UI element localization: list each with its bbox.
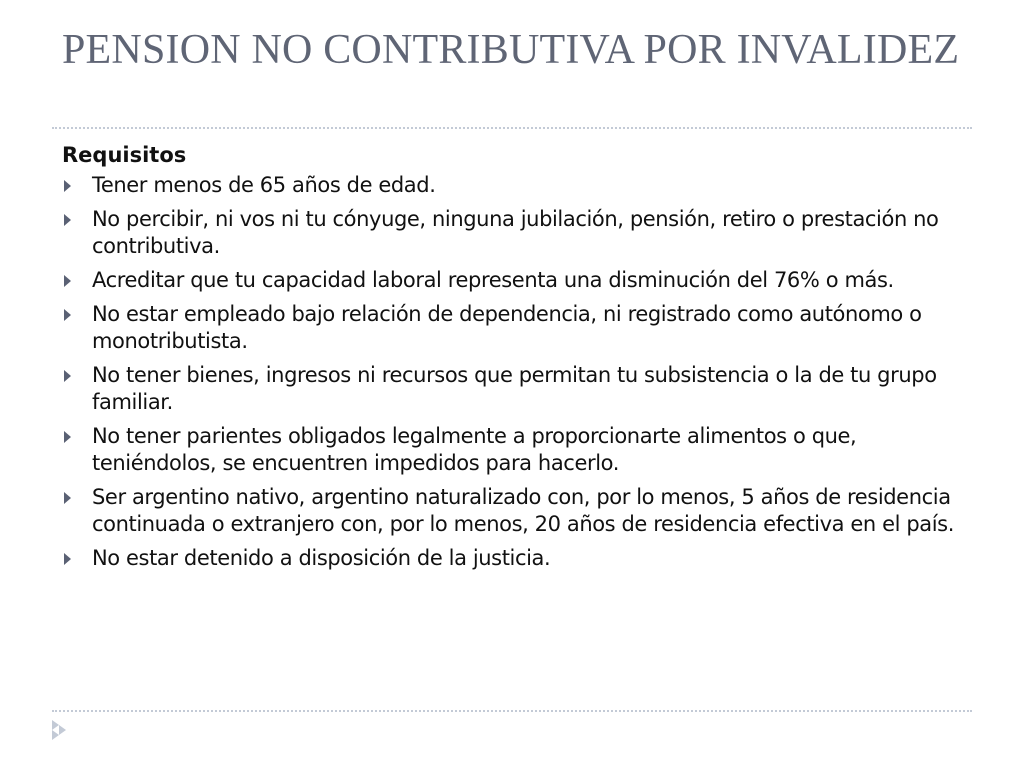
triangle-right-icon <box>64 180 71 192</box>
list-item <box>62 301 982 355</box>
double-chevron-right-icon <box>52 720 66 740</box>
triangle-right-icon <box>64 275 71 287</box>
title-divider <box>52 127 972 129</box>
triangle-right-icon <box>64 553 71 565</box>
triangle-right-icon <box>64 492 71 504</box>
list-item-text: No estar empleado bajo relación de dependencia, ni registrado como autónomo o monotributista. <box>92 302 922 353</box>
list-item <box>62 267 982 294</box>
list-item-text: No tener parientes obligados legalmente a proporcionarte alimentos o que, teniéndolos, se encuentren impedidos para hacerlo. <box>92 424 857 475</box>
list-item-text: Tener menos de 65 años de edad. <box>92 173 436 197</box>
list-item-text: No estar detenido a disposición de la justicia. <box>92 546 551 570</box>
list-item <box>62 172 982 199</box>
list-item-text: No percibir, ni vos ni tu cónyuge, ninguna jubilación, pensión, retiro o prestación no contributiva. <box>92 207 939 258</box>
triangle-right-icon <box>64 214 71 226</box>
footer-divider <box>52 710 972 712</box>
triangle-right-icon <box>64 370 71 382</box>
slide-content <box>62 140 982 579</box>
slide-title: PENSION NO CONTRIBUTIVA POR INVALIDEZ <box>62 27 960 73</box>
requirements-list <box>62 172 982 572</box>
list-item <box>62 206 982 260</box>
list-item <box>62 362 982 416</box>
list-item <box>62 484 982 538</box>
triangle-right-icon <box>64 431 71 443</box>
requirements-heading: Requisitos <box>62 143 187 167</box>
list-item <box>62 545 982 572</box>
list-item-text: Ser argentino nativo, argentino naturalizado con, por lo menos, 5 años de residencia continuada o extranjero con, por lo menos, 20 años de residencia efectiva en el país. <box>92 485 954 536</box>
list-item-text: No tener bienes, ingresos ni recursos que permitan tu subsistencia o la de tu grupo familiar. <box>92 363 937 414</box>
list-item <box>62 423 982 477</box>
list-item-text: Acreditar que tu capacidad laboral representa una disminución del 76% o más. <box>92 268 894 292</box>
triangle-right-icon <box>64 309 71 321</box>
